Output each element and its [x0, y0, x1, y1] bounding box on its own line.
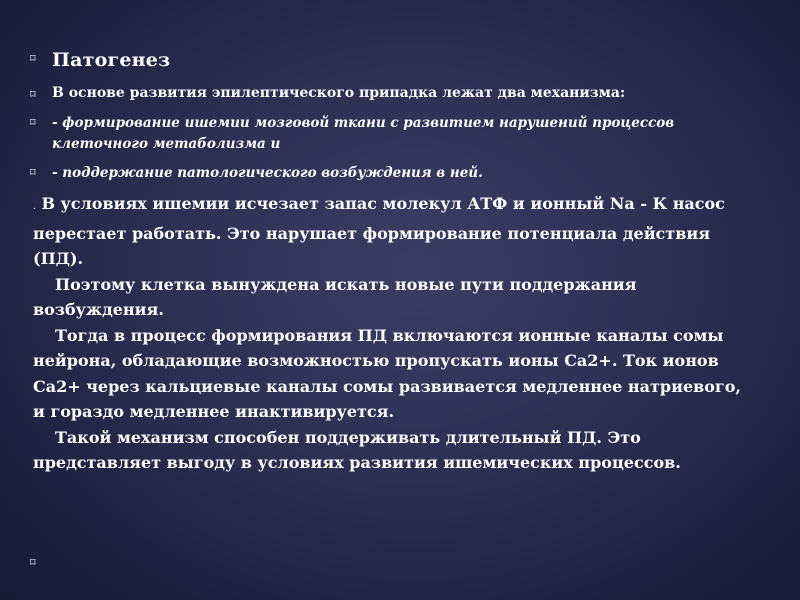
- mechanism-1-text: - формирование ишемии мозговой ткани с развитием нарушений процессов клеточного метаболизма и: [52, 115, 675, 152]
- paragraph-2: Поэтому клетка вынуждена искать новые пути поддержания возбуждения.: [33, 274, 637, 319]
- diamond-bullet-icon: ⌑: [30, 556, 36, 569]
- body-text: [33, 191, 753, 476]
- intro-row: [30, 85, 625, 101]
- empty-bullet-row: [30, 553, 52, 568]
- paragraph-4: Такой механизм способен поддерживать длительный ПД. Это представляет выгоду в условиях развития ишемических процессов.: [33, 427, 681, 472]
- mechanism-1-row: [30, 113, 742, 155]
- diamond-bullet-icon: ⌑: [30, 88, 36, 101]
- mechanism-2-row: [30, 163, 742, 184]
- paragraph-1-text: В условиях ишемии исчезает запас молекул АТФ и ионный Na - К насос перестает работать. Это нарушает формирование потенциала действия (ПД).: [33, 194, 725, 268]
- mechanism-2-text: - поддержание патологического возбуждения в ней.: [52, 165, 483, 181]
- diamond-bullet-icon: ⌑: [30, 116, 36, 129]
- paragraph-3: Тогда в процесс формирования ПД включаются ионные каналы сомы нейрона, обладающие возможностью пропускать ионы Са2+. Ток ионов Са2+ через кальциевые каналы сомы развивается медленнее натриевого, и гораздо медленнее инактивируется.: [33, 325, 741, 421]
- paragraph-1: [33, 191, 753, 272]
- diamond-bullet-icon: ⌑: [30, 166, 36, 179]
- diamond-bullet-icon: ⌑: [30, 52, 36, 65]
- slide-title: Патогенез: [52, 49, 171, 71]
- paragraph-1-prefix: .: [33, 202, 36, 212]
- intro-text: В основе развития эпилептического припадка лежат два механизма:: [52, 85, 626, 101]
- title-row: [30, 49, 170, 71]
